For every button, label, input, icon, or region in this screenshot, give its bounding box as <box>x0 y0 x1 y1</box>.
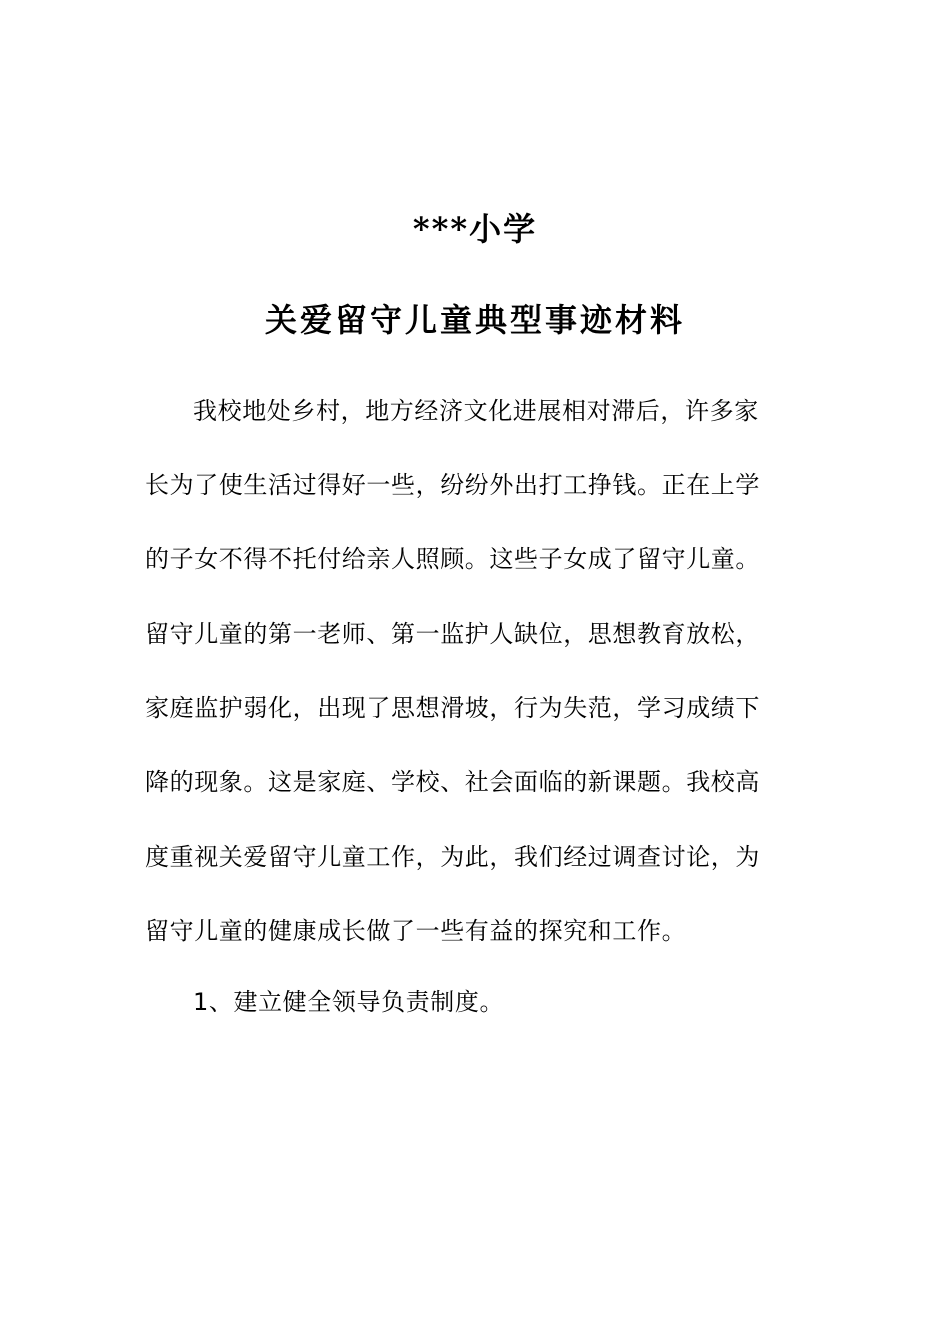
paragraph-line: 留守儿童的健康成长做了一些有益的探究和工作。 <box>145 917 687 945</box>
paragraph-line: 降的现象。这是家庭、学校、社会面临的新课题。我校高 <box>145 768 760 796</box>
paragraph-line: 我校地处乡村，地方经济文化进展相对滞后，许多家 <box>193 397 759 425</box>
document-title-main: 关爱留守儿童典型事迹材料 <box>264 301 685 339</box>
paragraph-line: 度重视关爱留守儿童工作，为此，我们经过调查讨论，为 <box>145 843 760 871</box>
paragraph-line: 家庭监护弱化，出现了思想滑坡，行为失范，学习成绩下 <box>145 694 760 722</box>
paragraph-line: 长为了使生活过得好一些，纷纷外出打工挣钱。正在上学 <box>145 471 760 499</box>
paragraph-line: 的子女不得不托付给亲人照顾。这些子女成了留守儿童。 <box>145 545 760 573</box>
paragraph-line: 留守儿童的第一老师、第一监护人缺位，思想教育放松， <box>145 620 760 648</box>
section-heading: 1、建立健全领导负责制度。 <box>193 988 505 1016</box>
document-title-school: ***小学 <box>412 210 538 248</box>
